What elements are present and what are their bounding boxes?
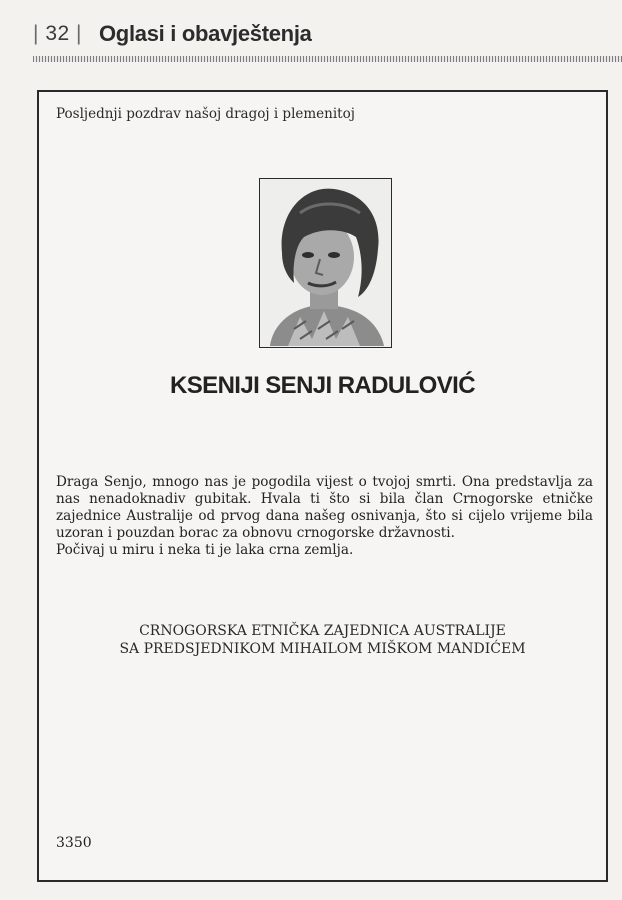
page-number-separator-right: | — [76, 22, 82, 45]
notice-paragraph: Draga Senjo, mnogo nas je pogodila vijest o tvojoj smrti. Ona predstavlja za nas nenadoknadiv gubitak. Hvala ti što si bila član Crnogorske etničke zajednice Australije od prvog dana našeg osnivanja, što si cijelo vrijeme bila uzoran i pouzdan borac za obnovu crnogorske državnosti. — [56, 474, 593, 541]
page-header — [33, 22, 622, 62]
notice-intro: Posljednji pozdrav našoj dragoj i plemenitoj — [56, 106, 355, 122]
obituary-notice — [37, 90, 608, 882]
page-number-value: 32 — [45, 22, 70, 45]
signature-line-president: SA PREDSJEDNIKOM MIHAILOM MIŠKOM MANDIĆEM — [119, 641, 526, 657]
page-number-separator-left: | — [33, 22, 39, 45]
notice-closing: Počivaj u miru i neka ti je laka crna zemlja. — [56, 542, 354, 558]
section-title: Oglasi i obavještenja — [99, 21, 312, 46]
notice-signature — [39, 622, 606, 658]
notice-body — [56, 474, 593, 559]
portrait-photo — [259, 178, 392, 348]
deceased-name: KSENIJI SENJI RADULOVIĆ — [170, 372, 475, 399]
signature-line-organization: CRNOGORSKA ETNIČKA ZAJEDNICA AUSTRALIJE — [139, 623, 506, 639]
notice-code: 3350 — [56, 835, 92, 851]
page-number — [33, 22, 82, 46]
header-rule — [33, 56, 622, 62]
portrait-photo-icon — [260, 179, 390, 346]
